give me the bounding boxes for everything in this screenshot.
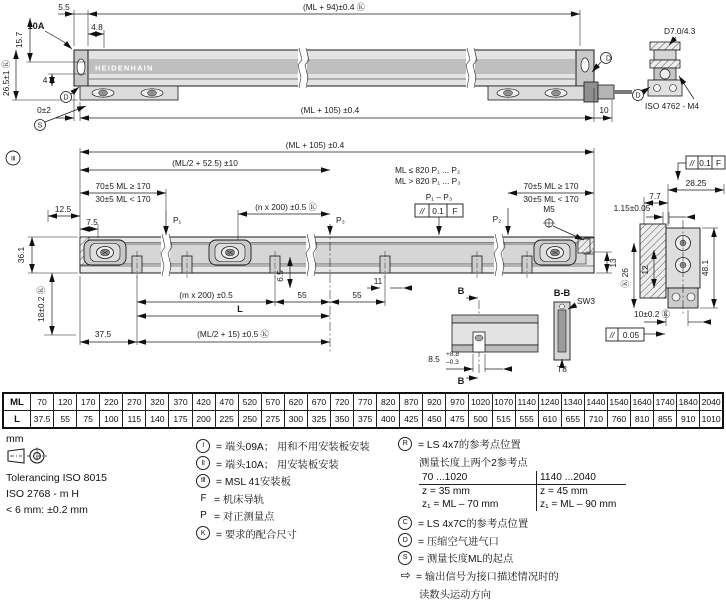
dim-10-02: 10±0.2 Ⓚ xyxy=(634,309,670,319)
l-cell: 450 xyxy=(423,411,446,429)
ml-cell: 1440 xyxy=(584,393,607,411)
dim-ml105-mid: (ML + 105) ±0.4 xyxy=(285,140,345,150)
marker-s-icon: S xyxy=(398,551,412,565)
brand-logo: HEIDENHAIN xyxy=(95,63,154,73)
label-t8: T8 xyxy=(557,364,567,374)
ml-cell: 1020 xyxy=(469,393,492,411)
screw-detail xyxy=(633,26,700,111)
svg-text:F: F xyxy=(715,158,722,168)
dim-70-left: 70±5 ML ≥ 170 xyxy=(95,181,151,191)
l-cell: 37.5 xyxy=(31,411,54,429)
dim-5-5: 5.5 xyxy=(58,2,70,12)
dim-4-8: 4.8 xyxy=(91,22,103,32)
label-sw3: SW3 xyxy=(577,296,595,306)
legend-symbol-icon: K xyxy=(196,526,210,540)
marker-c-icon: C xyxy=(398,516,412,530)
dim-ml94: (ML + 94)±0.4 Ⓚ xyxy=(302,2,366,12)
iso-note: ISO 2768 - m H xyxy=(6,488,79,500)
marker-d-detail: D xyxy=(635,92,641,100)
legend-symbol-icon: II xyxy=(196,456,210,470)
legend-text: = 机床导轨 xyxy=(214,494,265,506)
dim-55b: 55 xyxy=(352,290,362,300)
l-cell: 325 xyxy=(307,411,330,429)
l-cell: 710 xyxy=(584,411,607,429)
ml-cell: 2040 xyxy=(700,393,723,411)
table-row-l xyxy=(3,411,723,429)
l-cell: 100 xyxy=(100,411,123,429)
ml-cell: 870 xyxy=(400,393,423,411)
legend-item xyxy=(196,456,406,471)
l-cell: 140 xyxy=(146,411,169,429)
legend-text: = 端头09A； 用和不用安装板安装 xyxy=(216,442,370,453)
dim-10: 10 xyxy=(599,105,609,115)
l-cell: 1010 xyxy=(700,411,723,429)
legend-item xyxy=(196,438,406,453)
ml-cell: 1340 xyxy=(561,393,584,411)
l-cell: 200 xyxy=(192,411,215,429)
ml-cell: 970 xyxy=(446,393,469,411)
legend-item-direction-2: 读数头运动方向 xyxy=(419,589,492,601)
dim-0-2: 0±2 xyxy=(37,105,51,115)
dim-30-left: 30±5 ML < 170 xyxy=(95,194,151,204)
mounting-bracket-right xyxy=(488,86,584,100)
label-10a: 10A xyxy=(27,21,45,31)
dim-8-5-tol-plus: +8.8 xyxy=(446,351,460,358)
label-m5: M5 xyxy=(543,204,555,214)
reference-point-table xyxy=(419,471,626,511)
legend-symbol-icon: F xyxy=(200,492,207,504)
legend-item xyxy=(196,491,406,506)
ml-cell: 670 xyxy=(307,393,330,411)
units-label: mm xyxy=(6,433,24,445)
marker-d-icon: D xyxy=(398,533,412,547)
ml-cell: 570 xyxy=(261,393,284,411)
tensioning-element xyxy=(554,302,570,360)
table-header-ml: ML xyxy=(3,393,31,411)
dim-36-1: 36.1 xyxy=(16,246,26,264)
svg-text:0.05: 0.05 xyxy=(622,330,640,340)
legend-text: = 要求的配合尺寸 xyxy=(216,529,297,541)
l-cell: 250 xyxy=(238,411,261,429)
ml-cell: 1740 xyxy=(654,393,677,411)
dim-15-7: 15.7 xyxy=(14,31,24,49)
l-cell: 375 xyxy=(354,411,377,429)
clamp-block xyxy=(209,240,251,265)
m5-hole xyxy=(578,239,590,253)
l-cell: 400 xyxy=(377,411,400,429)
ml-cell: 470 xyxy=(215,393,238,411)
legend-symbol-icon: I xyxy=(196,439,210,453)
l-cell: 300 xyxy=(284,411,307,429)
parallel-icon: // xyxy=(689,158,695,168)
ml-cell: 270 xyxy=(123,393,146,411)
dim-ml15: (ML/2 + 15) ±0.5 Ⓚ xyxy=(197,329,269,339)
svg-text:0.1: 0.1 xyxy=(699,158,711,168)
clamp-block xyxy=(84,240,126,265)
dim-13: 13 xyxy=(608,258,618,268)
parallel-icon: // xyxy=(609,330,615,340)
l-cell: 225 xyxy=(215,411,238,429)
machine-wall xyxy=(640,224,666,298)
cross-section xyxy=(606,156,725,341)
ml-cell: 120 xyxy=(54,393,77,411)
dim-4: 4 xyxy=(42,75,48,85)
legend-item-r: R = LS 4x7的参考点位置 xyxy=(398,436,724,451)
legend-text: = 端头10A； 用安装板安装 xyxy=(216,459,339,471)
label-b-bottom: B xyxy=(457,376,465,386)
ml-cell: 320 xyxy=(146,393,169,411)
marker-iii: III xyxy=(11,155,15,163)
legend-right xyxy=(398,436,724,603)
ml-cell: 770 xyxy=(354,393,377,411)
dim-28-25: 28.25 xyxy=(685,178,707,188)
legend-item xyxy=(196,526,406,541)
l-cell: 810 xyxy=(631,411,654,429)
dim-ml105-top: (ML + 105) ±0.4 xyxy=(300,105,360,115)
l-cell: 555 xyxy=(515,411,538,429)
l-cell: 910 xyxy=(677,411,700,429)
label-p1: P₁ xyxy=(173,215,182,225)
l-cell: 350 xyxy=(331,411,354,429)
dim-6-5: 6.5 xyxy=(275,270,285,282)
dim-8-5: 8.5 xyxy=(428,354,440,364)
legend-symbol-icon: III xyxy=(196,474,210,488)
ref-table-header-row: 70 ...1020 1140 ...2040 xyxy=(419,471,626,485)
legend-center xyxy=(196,438,406,544)
top-view xyxy=(1,2,699,131)
ml-cell: 620 xyxy=(284,393,307,411)
countersink-icon xyxy=(543,218,555,228)
tolerance-frame-flat xyxy=(606,328,644,341)
tolerance-frame-parallel-2 xyxy=(686,156,725,169)
ml-cell: 820 xyxy=(377,393,400,411)
dim-7-5: 7.5 xyxy=(86,217,98,227)
ml-cell: 520 xyxy=(238,393,261,411)
dim-m200: (m x 200) ±0.5 xyxy=(179,290,233,300)
tolerance-frame-parallel xyxy=(415,204,463,217)
table-row-ml xyxy=(3,393,723,411)
ml-cell: 1640 xyxy=(631,393,654,411)
svg-text:0.1: 0.1 xyxy=(432,206,444,216)
l-cell: 275 xyxy=(261,411,284,429)
l-cell: 175 xyxy=(169,411,192,429)
label-p2: P₂ xyxy=(492,214,502,224)
l-cell: 500 xyxy=(469,411,492,429)
label-p3: P₃ xyxy=(336,215,345,225)
dim-37-5: 37.5 xyxy=(94,329,112,339)
l-cell: 475 xyxy=(446,411,469,429)
dim-1-15: 1.15±0.05 xyxy=(613,203,651,213)
l-cell: 515 xyxy=(492,411,515,429)
first-angle-projection-icon xyxy=(6,447,50,465)
dim-11: 11 xyxy=(373,276,383,286)
dim-18: 18±0.2 Ⓚ xyxy=(36,286,46,322)
legend-item-d: D = 压缩空气进气口 xyxy=(398,533,724,548)
marker-r-icon: R xyxy=(398,437,412,451)
dim-8-5-tol-minus: –0.3 xyxy=(446,359,459,366)
dim-26: Ⓚ 26 xyxy=(620,268,630,288)
label-p1-p3: P₁ – P₃ xyxy=(425,192,453,202)
dim-12: 12 xyxy=(640,265,650,275)
legend-item-direction: ⇨ = 输出信号为接口描述情况时的 xyxy=(398,568,724,583)
legend-text: = 对正测量点 xyxy=(214,512,275,524)
l-cell: 425 xyxy=(400,411,423,429)
legend-item-c: C = LS 4x7C的参考点位置 xyxy=(398,515,724,530)
ml-cell: 220 xyxy=(100,393,123,411)
legend-symbol-icon: P xyxy=(200,510,207,522)
ref-table-z-row: z = 35 mm z = 45 mm xyxy=(419,485,626,499)
encoder-cross-section xyxy=(666,220,700,316)
legend-item-s: S = 测量长度ML的起点 xyxy=(398,550,724,565)
l-cell: 115 xyxy=(123,411,146,429)
l-cell: 760 xyxy=(607,411,630,429)
mounting-bracket-left xyxy=(80,86,178,100)
notes-left xyxy=(6,431,176,518)
small-dim-note: < 6 mm: ±0.2 mm xyxy=(6,504,88,516)
l-cell: 75 xyxy=(77,411,100,429)
dim-30-right: 30±5 ML < 170 xyxy=(523,194,579,204)
ml-cell: 920 xyxy=(423,393,446,411)
ml-cell: 420 xyxy=(192,393,215,411)
marker-d-right: D xyxy=(606,55,612,63)
l-cell: 855 xyxy=(654,411,677,429)
legend-text: = MSL 41安装板 xyxy=(216,477,291,489)
dim-26-5: 26.5±1 Ⓚ xyxy=(1,60,11,96)
dim-12-5: 12.5 xyxy=(54,204,72,214)
ml-cell: 70 xyxy=(31,393,54,411)
dim-70-right: 70±5 ML ≥ 170 xyxy=(523,181,579,191)
legend-item xyxy=(196,473,406,488)
marker-s: S xyxy=(37,122,43,130)
ml-cell: 170 xyxy=(77,393,100,411)
marker-d-left: D xyxy=(63,94,69,102)
cond-1: ML ≤ 820 P₁ ... P₂ xyxy=(395,165,461,175)
legend-item xyxy=(196,508,406,523)
ml-cell: 1140 xyxy=(515,393,538,411)
direction-arrow-icon: ⇨ xyxy=(400,568,411,583)
logo-band xyxy=(89,59,575,74)
ml-l-table xyxy=(2,392,724,429)
housing-bottom-view xyxy=(452,315,538,352)
cable-outlet xyxy=(584,82,632,102)
l-cell: 610 xyxy=(538,411,561,429)
tolerancing-note: Tolerancing ISO 8015 xyxy=(6,472,107,484)
ref-table-z1-row: z₁ = ML – 70 mm z₁ = ML – 90 mm xyxy=(419,498,626,511)
ml-cell: 1240 xyxy=(538,393,561,411)
label-b-top: B xyxy=(457,286,465,296)
ml-cell: 370 xyxy=(169,393,192,411)
dim-48-1: 48.1 xyxy=(700,259,710,277)
label-l: L xyxy=(237,304,243,314)
dim-55a: 55 xyxy=(297,290,307,300)
l-cell: 655 xyxy=(561,411,584,429)
dim-ml2: (ML/2 + 52.5) ±10 xyxy=(172,158,238,168)
legend-item-r-note: 测量长度上两个2参考点 xyxy=(419,457,528,469)
detail-bore-label: D7.0/4.3 xyxy=(664,26,696,36)
ml-cell: 1540 xyxy=(607,393,630,411)
cond-2: ML > 820 P₁ ... P₃ xyxy=(395,176,461,186)
clamp-block xyxy=(534,240,576,265)
section-bb xyxy=(428,286,595,386)
label-bb: B-B xyxy=(553,288,571,298)
ml-cell: 1070 xyxy=(492,393,515,411)
ml-cell: 720 xyxy=(331,393,354,411)
table-header-l: L xyxy=(3,411,31,429)
l-cell: 55 xyxy=(54,411,77,429)
svg-text:F: F xyxy=(452,206,458,216)
dim-7-7: 7.7 xyxy=(649,191,661,201)
ml-cell: 1840 xyxy=(677,393,700,411)
parallel-icon: // xyxy=(419,206,425,216)
dim-n200: (n x 200) ±0.5 Ⓚ xyxy=(255,202,317,212)
detail-screw-label: ISO 4762 - M4 xyxy=(645,101,699,111)
